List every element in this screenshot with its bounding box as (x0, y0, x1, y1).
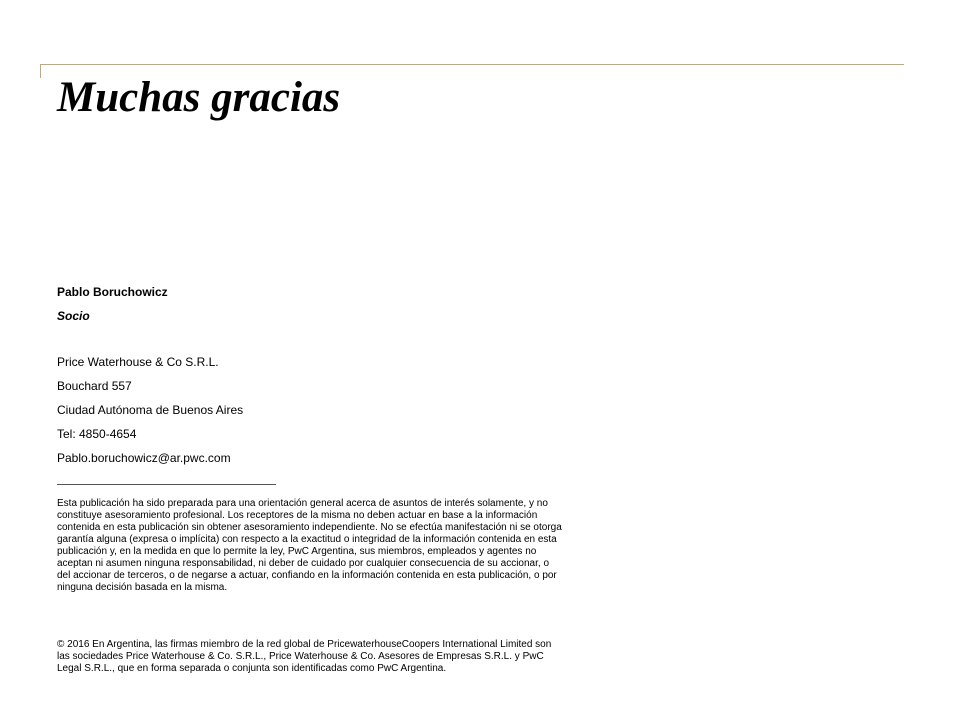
left-accent-tick (40, 64, 41, 78)
top-accent-line (40, 64, 904, 65)
contact-company: Price Waterhouse & Co S.R.L. (57, 355, 219, 369)
contact-name: Pablo Boruchowicz (57, 285, 168, 299)
contact-phone: Tel: 4850-4654 (57, 427, 137, 441)
slide-title: Muchas gracias (57, 74, 341, 121)
divider-rule (57, 484, 276, 485)
copyright-text: © 2016 En Argentina, las firmas miembro de la red global de PricewaterhouseCoopers International Limited son las sociedades Price Waterhouse & Co. S.R.L., Price Waterhouse & Co. Asesores de Empresas S.R.L. y PwC Legal S.R.L., que en forma separada o conjunta son identificadas como PwC Argentina. (57, 639, 552, 674)
contact-city: Ciudad Autónoma de Buenos Aires (57, 403, 244, 417)
disclaimer-text: Esta publicación ha sido preparada para una orientación general acerca de asuntos de interés solamente, y no constituye asesoramiento profesional. Los receptores de la misma no deben actuar en base a la información contenida en esta publicación sin obtener asesoramiento independiente. No se efectúa manifestación ni se otorga garantía alguna (expresa o implícita) con respecto a la exactitud o integridad de la información contenida en esta publicación y, en la medida en que lo permite la ley, PwC Argentina, sus miembros, empleados y agentes no aceptan ni asumen ninguna responsabilidad, ni deber de cuidado por cualquier consecuencia de su accionar, o del accionar de terceros, o de negarse a actuar, confiando en la información contenida en esta publicación, o por ninguna decisión basada en la misma. (57, 498, 562, 593)
contact-block (57, 284, 243, 466)
contact-role: Socio (57, 309, 90, 323)
contact-address: Bouchard 557 (57, 379, 132, 393)
contact-email[interactable]: Pablo.boruchowicz@ar.pwc.com (57, 451, 231, 465)
